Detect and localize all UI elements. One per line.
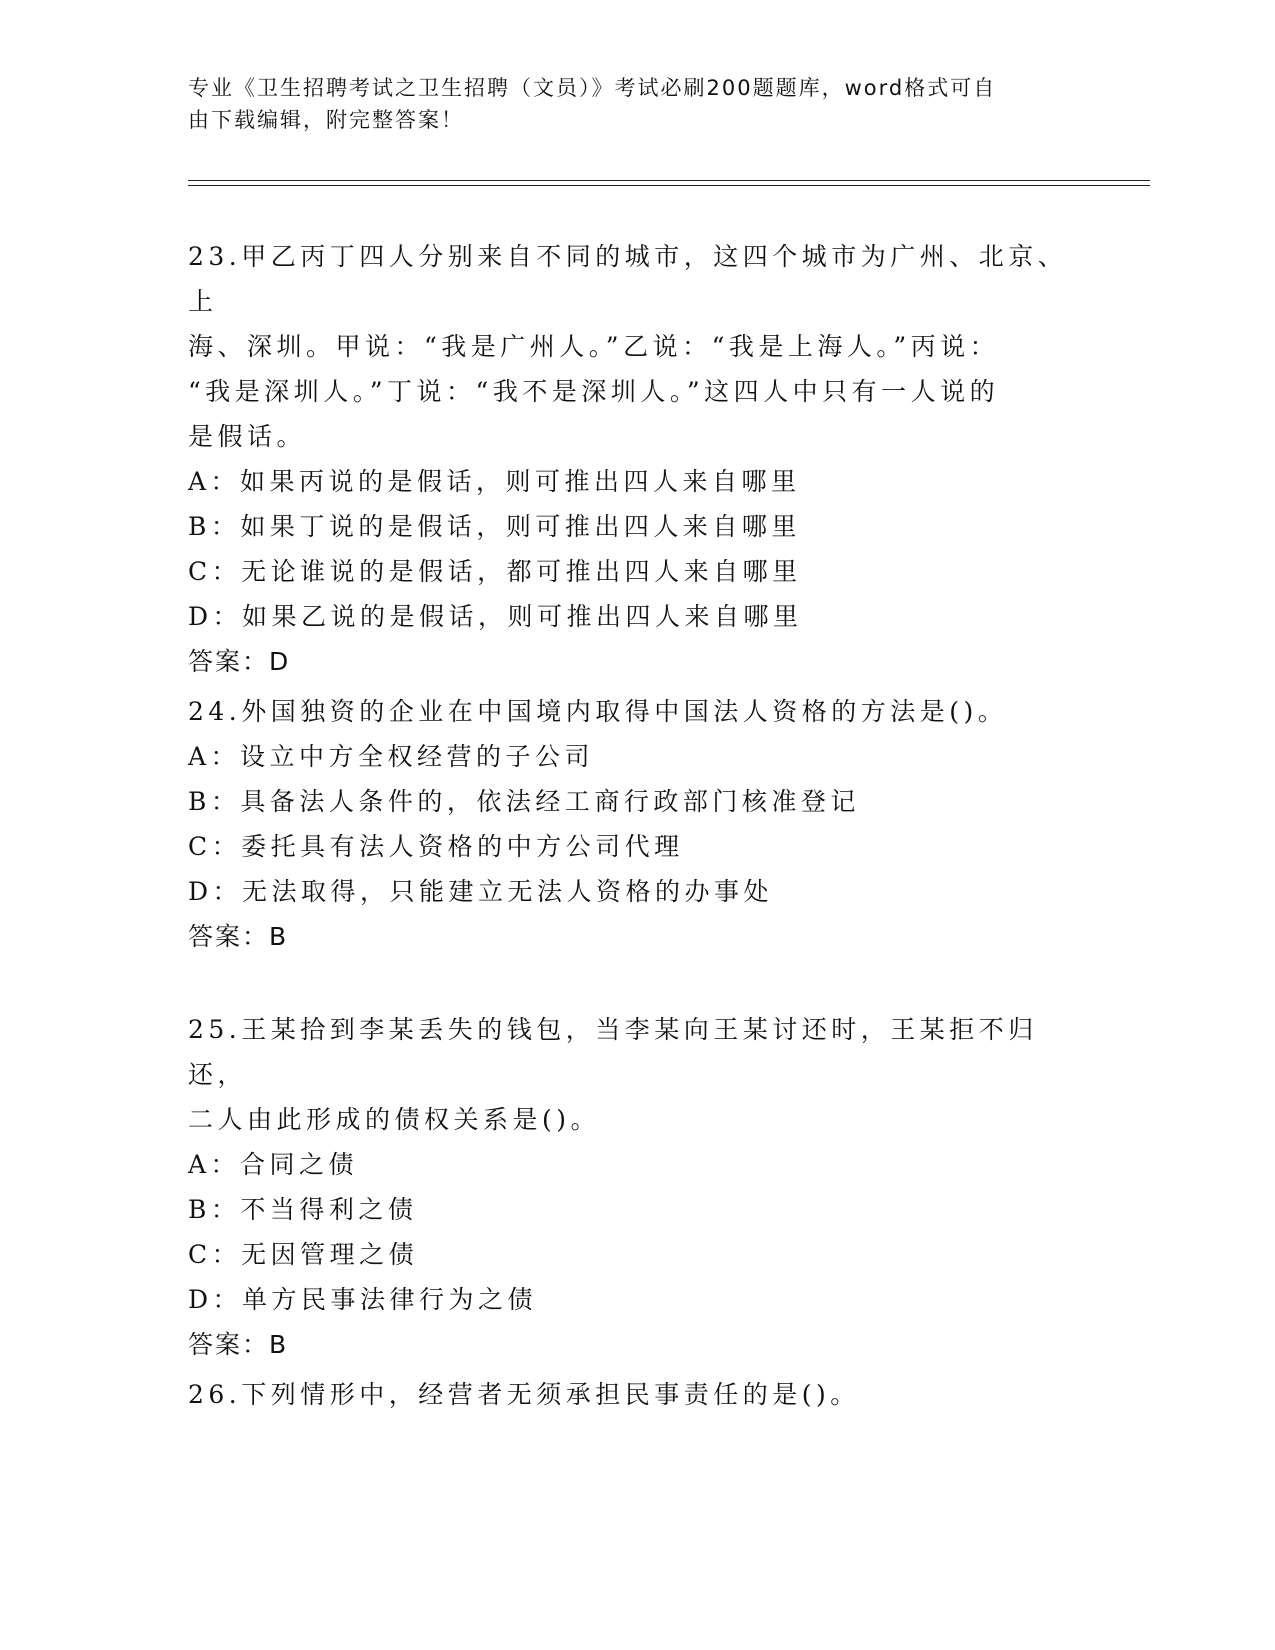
option-c: C：委托具有法人资格的中方公司代理	[188, 832, 684, 861]
stem-line: 23.甲乙丙丁四人分别来自不同的城市，这四个城市为广州、北京、上	[188, 242, 1068, 316]
stem-line: 24.外国独资的企业在中国境内取得中国法人资格的方法是()。	[188, 697, 1008, 726]
option-c: C：无因管理之债	[188, 1240, 419, 1269]
option-c: C：无论谁说的是假话，都可推出四人来自哪里	[188, 557, 802, 586]
option-b: B：如果丁说的是假话，则可推出四人来自哪里	[188, 512, 801, 541]
answer-line: 答案：D	[188, 647, 291, 676]
stem-line: 二人由此形成的债权关系是()。	[188, 1105, 601, 1134]
option-a: A：合同之债	[188, 1150, 359, 1179]
option-b: B：具备法人条件的，依法经工商行政部门核准登记	[188, 787, 860, 816]
header-divider-top	[188, 180, 1150, 181]
option-a: A：设立中方全权经营的子公司	[188, 742, 595, 771]
question-stem	[188, 1372, 1088, 1417]
option-d: D：如果乙说的是假话，则可推出四人来自哪里	[188, 602, 803, 631]
header-divider-bottom	[188, 185, 1150, 186]
option-d: D：单方民事法律行为之债	[188, 1285, 538, 1314]
option-d: D：无法取得，只能建立无法人资格的办事处	[188, 877, 774, 906]
document-header	[188, 72, 1068, 136]
question-stem	[188, 1007, 1088, 1142]
question-26	[188, 1372, 1088, 1417]
question-stem	[188, 689, 1088, 734]
option-a: A：如果丙说的是假话，则可推出四人来自哪里	[188, 467, 801, 496]
header-line-2: 由下载编辑，附完整答案！	[188, 108, 464, 132]
question-25	[188, 1007, 1088, 1367]
stem-line: “我是深圳人。”丁说：“我不是深圳人。”这四人中只有一人说的	[188, 377, 1000, 406]
stem-line: 25.王某拾到李某丢失的钱包，当李某向王某讨还时，王某拒不归还，	[188, 1015, 1038, 1089]
answer-line: 答案：B	[188, 922, 289, 951]
option-b: B：不当得利之债	[188, 1195, 418, 1224]
answer-line: 答案：B	[188, 1330, 289, 1359]
question-stem	[188, 234, 1088, 459]
header-line-1: 专业《卫生招聘考试之卫生招聘（文员）》考试必刷200题题库，word格式可自	[188, 76, 997, 100]
stem-line: 海、深圳。甲说：“我是广州人。”乙说：“我是上海人。”丙说：	[188, 332, 1000, 361]
stem-line: 是假话。	[188, 422, 307, 451]
question-23	[188, 234, 1088, 684]
question-24	[188, 689, 1088, 959]
stem-line: 26.下列情形中，经营者无须承担民事责任的是()。	[188, 1380, 860, 1409]
